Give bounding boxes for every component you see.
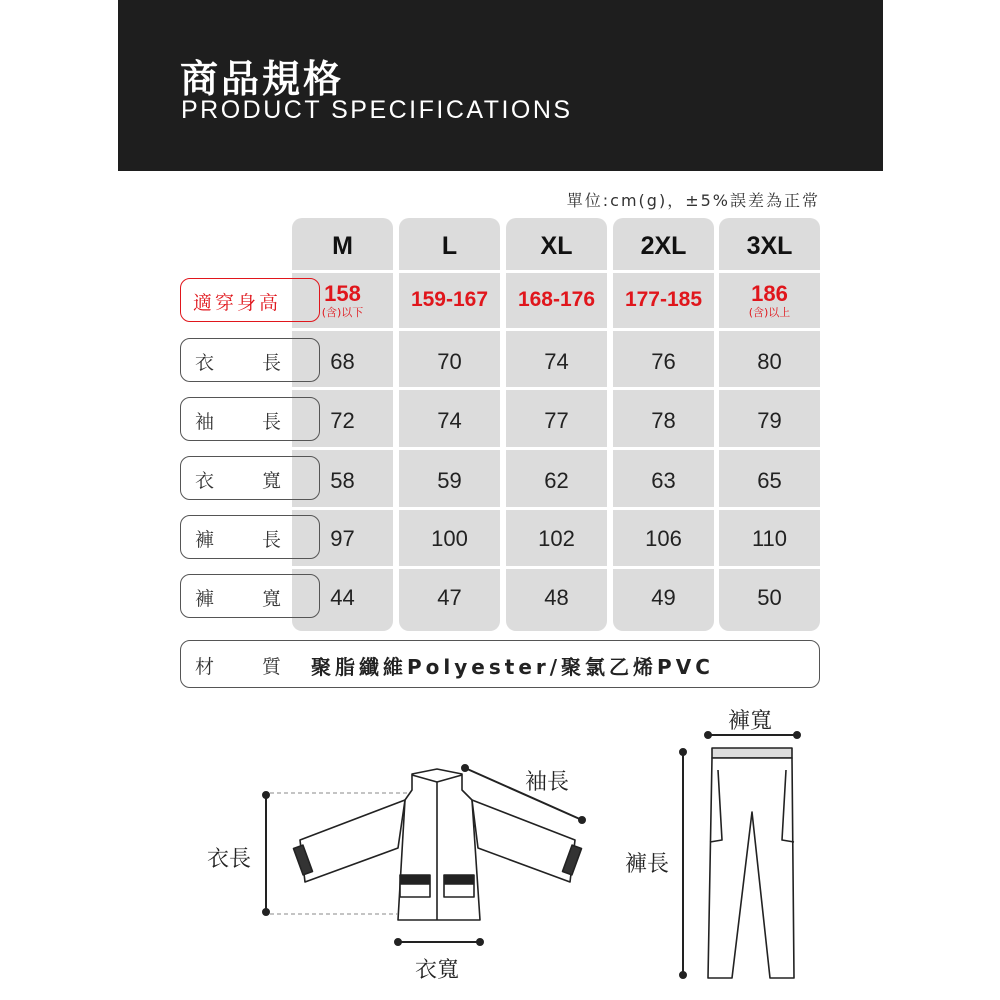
page-title: 商品規格 <box>180 57 345 101</box>
material-value: 聚脂纖維Polyester/聚氯乙烯PVC <box>311 655 714 679</box>
row-label-jacket-length: 衣 長 <box>180 338 320 382</box>
row-label-jacket-width: 衣 寬 <box>180 456 320 500</box>
size-header: L <box>441 232 458 260</box>
value-cell: 50 <box>757 585 782 610</box>
material-row: 材 質 聚脂纖維Polyester/聚氯乙烯PVC <box>180 640 820 688</box>
value-cell: 68 <box>330 349 355 374</box>
value-cell: 74 <box>544 349 569 374</box>
value-cell: 80 <box>757 349 782 374</box>
value-cell: 63 <box>651 468 676 493</box>
pants-length-measure <box>680 749 686 978</box>
size-header: M <box>332 232 353 260</box>
value-cell: 97 <box>330 526 355 551</box>
pants-width-label: 褲寬 <box>728 709 773 734</box>
value-cell: 77 <box>544 408 569 433</box>
value-cell: 102 <box>538 526 575 551</box>
value-cell: 44 <box>330 585 355 610</box>
value-cell: 62 <box>544 468 569 493</box>
row-label-fit-height: 適穿身高 <box>180 278 320 322</box>
row-label-sleeve-length: 袖 長 <box>180 397 320 441</box>
value-cell: 48 <box>544 585 569 610</box>
row-label-pants-width: 褲 寬 <box>180 574 320 618</box>
size-header: XL <box>540 232 573 260</box>
value-cell: 49 <box>651 585 676 610</box>
value-cell: 72 <box>330 408 355 433</box>
value-cell: 79 <box>757 408 782 433</box>
fit-height-cell: 177-185 <box>624 288 703 311</box>
size-header: 3XL <box>746 232 793 260</box>
value-cell: 65 <box>757 468 782 493</box>
value-cell: 58 <box>330 468 355 493</box>
pants-illustration <box>708 748 794 978</box>
row-label-pants-length: 褲 長 <box>180 515 320 559</box>
value-cell: 76 <box>651 349 676 374</box>
value-cell: 74 <box>437 408 462 433</box>
fit-height-cell: 186 (含)以上 <box>748 281 791 319</box>
fit-height-cell: 158 (含)以下 <box>321 281 364 319</box>
pants-length-label: 褲長 <box>625 852 670 877</box>
fit-height-cell: 159-167 <box>410 288 489 311</box>
fit-height-cell: 168-176 <box>517 288 596 311</box>
value-cell: 78 <box>651 408 676 433</box>
page-subtitle: PRODUCT SPECIFICATIONS <box>181 96 573 124</box>
value-cell: 47 <box>437 585 462 610</box>
jacket-width-measure <box>395 939 483 945</box>
unit-note: 單位:cm(g)，±5%誤差為正常 <box>566 191 820 210</box>
value-cell: 70 <box>437 349 462 374</box>
value-cell: 106 <box>645 526 682 551</box>
jacket-width-label: 衣寬 <box>415 958 460 983</box>
jacket-length-label: 衣長 <box>207 847 252 872</box>
value-cell: 110 <box>751 526 788 551</box>
value-cell: 59 <box>437 468 462 493</box>
size-header: 2XL <box>640 232 687 260</box>
sleeve-length-label: 袖長 <box>525 770 570 795</box>
value-cell: 100 <box>431 526 468 551</box>
